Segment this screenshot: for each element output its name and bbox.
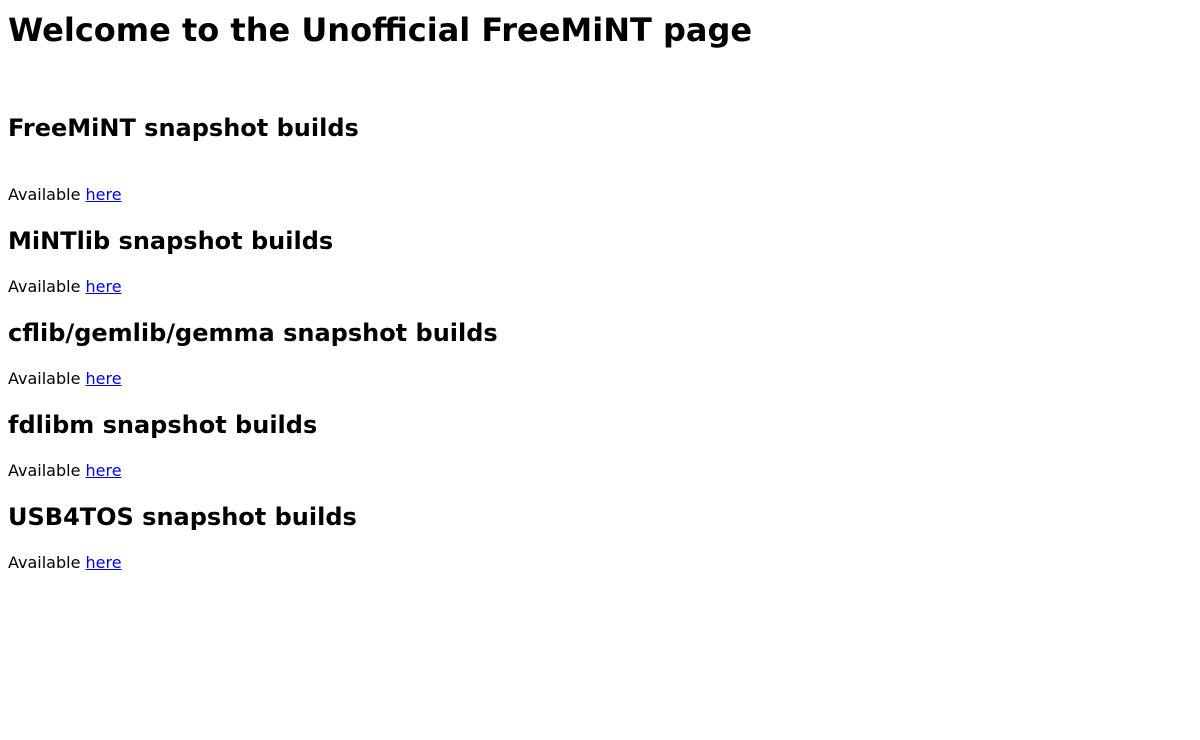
section-availability-mintlib <box>8 277 122 297</box>
section-heading-fdlibm: fdlibm snapshot builds <box>8 411 318 439</box>
freemint-builds-link[interactable]: here <box>85 185 122 204</box>
page-title: Welcome to the Unofficial FreeMiNT page <box>8 11 753 49</box>
available-label: Available <box>8 277 81 296</box>
fdlibm-builds-link[interactable]: here <box>85 461 122 480</box>
section-availability-freemint <box>8 185 122 205</box>
section-heading-usb4tos: USB4TOS snapshot builds <box>8 503 357 531</box>
section-heading-cflib-gemlib-gemma: cflib/gemlib/gemma snapshot builds <box>8 319 498 347</box>
section-heading-freemint: FreeMiNT snapshot builds <box>8 114 359 142</box>
available-label: Available <box>8 369 81 388</box>
section-availability-usb4tos <box>8 553 122 573</box>
available-label: Available <box>8 553 81 572</box>
available-label: Available <box>8 461 81 480</box>
cflib-gemlib-gemma-builds-link[interactable]: here <box>85 369 122 388</box>
available-label: Available <box>8 185 81 204</box>
section-availability-cflib-gemlib-gemma <box>8 369 122 389</box>
section-availability-fdlibm <box>8 461 122 481</box>
usb4tos-builds-link[interactable]: here <box>85 553 122 572</box>
mintlib-builds-link[interactable]: here <box>85 277 122 296</box>
section-heading-mintlib: MiNTlib snapshot builds <box>8 227 334 255</box>
